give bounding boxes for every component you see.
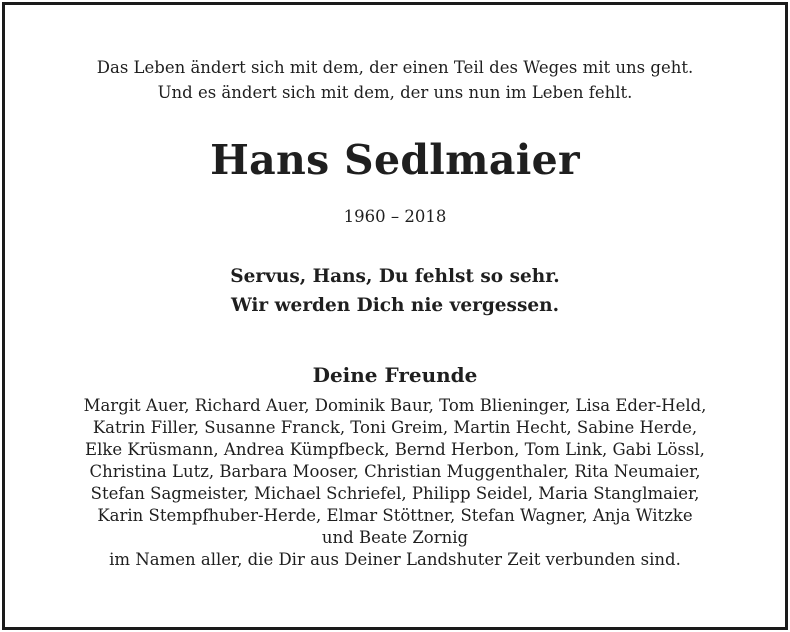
farewell-message xyxy=(5,262,785,320)
friends-line: und Beate Zornig xyxy=(321,528,469,547)
motto-quote xyxy=(5,55,785,105)
friends-line: Christina Lutz, Barbara Mooser, Christian Muggenthaler, Rita Neumaier, xyxy=(89,462,701,481)
friends-line: Elke Krüsmann, Andrea Kümpfbeck, Bernd Herbon, Tom Link, Gabi Lössl, xyxy=(85,440,705,459)
obituary-notice xyxy=(2,2,788,630)
farewell-line: Wir werden Dich nie vergessen. xyxy=(230,295,560,316)
deceased-name: Hans Sedlmaier xyxy=(210,136,580,184)
farewell-line: Servus, Hans, Du fehlst so sehr. xyxy=(230,266,560,287)
friends-line: Margit Auer, Richard Auer, Dominik Baur, Tom Blieninger, Lisa Eder-Held, xyxy=(83,396,707,415)
closing-line: im Namen aller, die Dir aus Deiner Landshuter Zeit verbunden sind. xyxy=(109,550,681,569)
friends-line: Katrin Filler, Susanne Franck, Toni Greim, Martin Hecht, Sabine Herde, xyxy=(92,418,698,437)
motto-line: Und es ändert sich mit dem, der uns nun im Leben fehlt. xyxy=(157,83,633,102)
friends-line: Karin Stempfhuber-Herde, Elmar Stöttner, Stefan Wagner, Anja Witzke xyxy=(97,506,693,525)
motto-line: Das Leben ändert sich mit dem, der einen Teil des Weges mit uns geht. xyxy=(96,58,694,77)
signature-title: Deine Freunde xyxy=(312,363,478,387)
friends-line: Stefan Sagmeister, Michael Schriefel, Philipp Seidel, Maria Stanglmaier, xyxy=(90,484,700,503)
life-years: 1960 – 2018 xyxy=(343,207,447,226)
friends-list xyxy=(5,395,785,571)
